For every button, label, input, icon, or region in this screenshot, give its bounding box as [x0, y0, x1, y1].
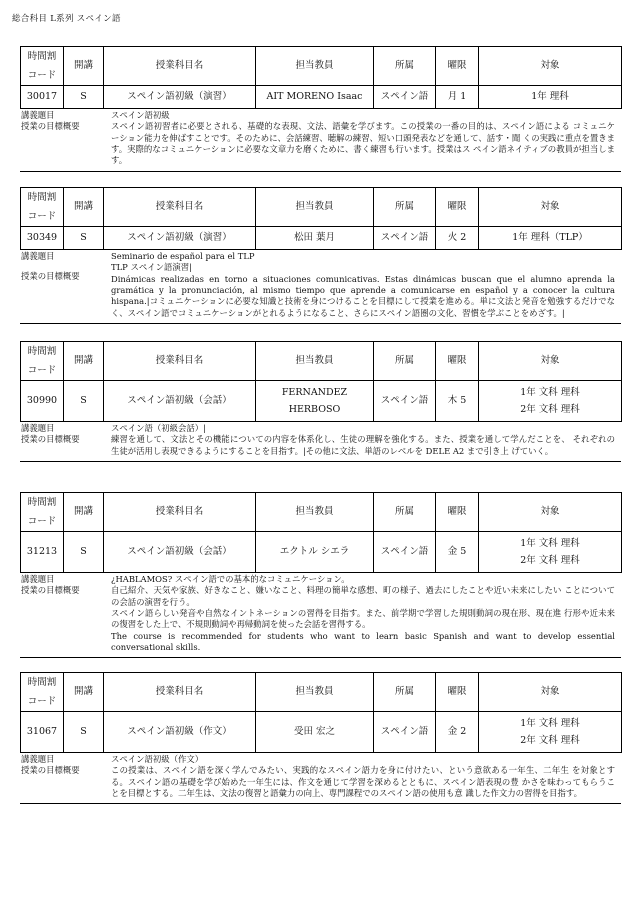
course-goal-label: 授業の目標概要 — [21, 121, 80, 132]
period-header: 曜限 — [436, 342, 479, 381]
course-code: 30017 — [21, 86, 64, 109]
term-header: 開講 — [64, 673, 104, 712]
course-instructor: エクトル シエラ — [256, 532, 374, 573]
course-affiliation: スペイン語 — [374, 227, 436, 250]
course-instructor: 松田 葉月 — [256, 227, 374, 250]
course-name: スペイン語初級（演習） — [104, 227, 256, 250]
course-target: 1年 文科 理科 2年 文科 理科 — [479, 381, 622, 422]
course-header-table — [20, 187, 622, 250]
target-header: 対象 — [479, 493, 622, 532]
course-code: 30990 — [21, 381, 64, 422]
course-name: スペイン語初級（会話） — [104, 381, 256, 422]
affiliation-header: 所属 — [374, 493, 436, 532]
course-affiliation: スペイン語 — [374, 712, 436, 753]
course-term: S — [64, 712, 104, 753]
affiliation-header: 所属 — [374, 673, 436, 712]
lecture-title: スペイン語（初級会話）| — [111, 423, 206, 433]
lecture-title-japanese: TLP スペイン語演習| — [111, 262, 192, 273]
course-block-31067 — [20, 672, 621, 804]
course-period: 金 2 — [436, 712, 479, 753]
course-target: 1年 文科 理科 2年 文科 理科 — [479, 712, 622, 753]
course-details — [20, 421, 621, 462]
course-term: S — [64, 381, 104, 422]
target-header: 対象 — [479, 47, 622, 86]
course-goal-label: 授業の目標概要 — [21, 434, 80, 445]
course-header-table — [20, 46, 622, 109]
lecture-title-label: 講義題目 — [21, 110, 55, 120]
course-block-30017 — [20, 46, 621, 172]
course-goal-text: スペイン語らしい発音や自然なイントネーションの習得を目指す。また、前学期で学習した規則動詞の現在形、現在進 行形や近未来の復習をした上で、不規則動詞や再帰動詞を使った会話を習得する。 — [111, 608, 615, 630]
course-name-header: 授業科目名 — [104, 188, 256, 227]
course-code: 31067 — [21, 712, 64, 753]
course-code: 30349 — [21, 227, 64, 250]
course-target: 1年 理科（TLP） — [479, 227, 622, 250]
lecture-title-label: 講義題目 — [21, 754, 55, 764]
target-header: 対象 — [479, 188, 622, 227]
term-header: 開講 — [64, 342, 104, 381]
course-goal-text-english: The course is recommended for students who want to learn basic Spanish and want to develop essential conversational skills. — [111, 630, 615, 653]
course-affiliation: スペイン語 — [374, 86, 436, 109]
period-header: 曜限 — [436, 47, 479, 86]
term-header: 開講 — [64, 493, 104, 532]
course-block-31213 — [20, 492, 621, 658]
lecture-title-label: 講義題目 — [21, 423, 55, 433]
lecture-title-label: 講義題目 — [21, 251, 55, 261]
course-block-30990 — [20, 341, 621, 462]
course-name-header: 授業科目名 — [104, 342, 256, 381]
lecture-title: ¿HABLAMOS? スペイン語での基本的なコミュニケーション。 — [111, 574, 350, 584]
course-code: 31213 — [21, 532, 64, 573]
lecture-title: スペイン語初級 — [111, 110, 170, 120]
time-code-header: 時間割 コード — [21, 47, 64, 86]
course-instructor: AIT MORENO Isaac — [256, 86, 374, 109]
course-header-table — [20, 492, 622, 573]
course-goal-text: この授業は、スペイン語を深く学んでみたい、実践的なスペイン語力を身に付けたい、という意欲ある一年生、二年生 を対象とする。スペイン語の基礎を学び始めた一年生には、作文を通じて学習を深めるとともに、スペイン語表現の豊 かさを味わってもらうことを目標とする。二年生は、文法の復習と語彙力の向上、専門課程でのスペイン語の使用も意 識した作文力の習得を目指す。 — [111, 765, 615, 799]
course-header-table — [20, 341, 622, 422]
course-details — [20, 752, 621, 804]
time-code-header: 時間割 コード — [21, 673, 64, 712]
course-period: 木 5 — [436, 381, 479, 422]
course-term: S — [64, 227, 104, 250]
course-goal-label: 授業の目標概要 — [21, 585, 80, 596]
term-header: 開講 — [64, 47, 104, 86]
course-goal-label: 授業の目標概要 — [21, 765, 80, 776]
course-goal-text: Dinámicas realizadas en torno a situaciones comunicativas. Estas dinámicas buscan que el alumno aprenda la gramática y la pronunciación, al mismo tiempo que aprende a comunicarse en español y a conocer la cultura hispana.|コミュニケーションに必要な知識と技術を身につけることを目標にして授業を進める。単に文法と発音を勉強するだけでなく、スペイン語でコミュニケーションがとれるようになること、さらにスペイン語圏の文化、習慣を学ぶことをめざす。| — [111, 273, 615, 318]
course-details — [20, 108, 621, 172]
target-header: 対象 — [479, 673, 622, 712]
course-name: スペイン語初級（演習） — [104, 86, 256, 109]
target-header: 対象 — [479, 342, 622, 381]
course-goal-text: スペイン語初習者に必要とされる、基礎的な表現、文法、語彙を学びます。この授業の一番の目的は、スペイン語による コミュニケーション能力を伸ばすことです。そのために、会話練習、聴解の練習、短い口頭発表などを通して、話す・聞 くの実践に重点を置きます。実際的なコミュニケーションに必要な文章力を磨くために、書く練習も行います。授業はス ペイン語ネイティブの教員が担当します。 — [111, 121, 615, 166]
time-code-header: 時間割 コード — [21, 188, 64, 227]
affiliation-header: 所属 — [374, 188, 436, 227]
course-name-header: 授業科目名 — [104, 47, 256, 86]
time-code-header: 時間割 コード — [21, 493, 64, 532]
course-affiliation: スペイン語 — [374, 381, 436, 422]
page-header: 総合科目 L系列 スペイン語 — [12, 14, 121, 24]
instructor-header: 担当教員 — [256, 493, 374, 532]
affiliation-header: 所属 — [374, 47, 436, 86]
course-affiliation: スペイン語 — [374, 532, 436, 573]
course-details — [20, 249, 621, 324]
course-name: スペイン語初級（作文） — [104, 712, 256, 753]
period-header: 曜限 — [436, 188, 479, 227]
course-name-header: 授業科目名 — [104, 673, 256, 712]
period-header: 曜限 — [436, 493, 479, 532]
lecture-title: スペイン語初級（作文） — [111, 754, 204, 764]
course-term: S — [64, 86, 104, 109]
instructor-header: 担当教員 — [256, 188, 374, 227]
instructor-header: 担当教員 — [256, 47, 374, 86]
course-target: 1年 理科 — [479, 86, 622, 109]
instructor-header: 担当教員 — [256, 673, 374, 712]
lecture-title-label: 講義題目 — [21, 574, 55, 584]
course-instructor: FERNANDEZ HERBOSO — [256, 381, 374, 422]
course-details — [20, 572, 621, 658]
affiliation-header: 所属 — [374, 342, 436, 381]
course-header-table — [20, 672, 622, 753]
course-goal-text: 自己紹介、天気や家族、好きなこと、嫌いなこと、料理の簡単な感想、町の様子、過去にしたことや近い未来にしたい ことについての会話の演習を行う。 — [111, 585, 615, 607]
course-goal-label: 授業の目標概要 — [21, 271, 80, 282]
period-header: 曜限 — [436, 673, 479, 712]
term-header: 開講 — [64, 188, 104, 227]
course-period: 月 1 — [436, 86, 479, 109]
course-period: 火 2 — [436, 227, 479, 250]
course-target: 1年 文科 理科 2年 文科 理科 — [479, 532, 622, 573]
course-goal-text: 練習を通して、文法とその機能についての内容を体系化し、生徒の理解を強化する。また、授業を通して学んだことを、 それぞれの生徒が活用し表現できるようにすることを目指す。|その他に文法、単語のレベルを DELE A2 まで引き上 げていく。 — [111, 434, 615, 456]
course-name-header: 授業科目名 — [104, 493, 256, 532]
course-block-30349 — [20, 187, 621, 324]
course-period: 金 5 — [436, 532, 479, 573]
lecture-title: Seminario de español para el TLP — [111, 251, 255, 261]
course-instructor: 受田 宏之 — [256, 712, 374, 753]
course-term: S — [64, 532, 104, 573]
course-name: スペイン語初級（会話） — [104, 532, 256, 573]
instructor-header: 担当教員 — [256, 342, 374, 381]
time-code-header: 時間割 コード — [21, 342, 64, 381]
